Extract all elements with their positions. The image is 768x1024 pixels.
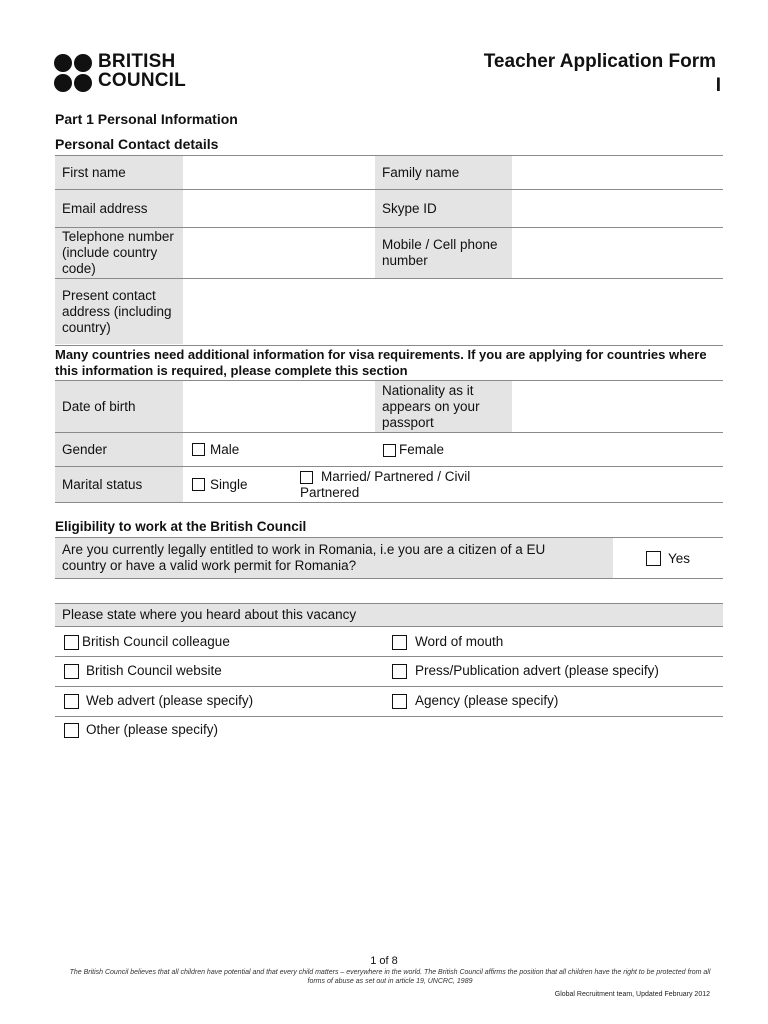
nationality-field[interactable] (512, 381, 723, 432)
footer-team-note: Global Recruitment team, Updated February 2012 (554, 991, 710, 998)
eligibility-heading: Eligibility to work at the British Council (55, 519, 307, 534)
first-name-field[interactable] (183, 156, 375, 189)
female-option-label: Female (399, 441, 445, 457)
email-label: Email address (55, 190, 183, 227)
text-cursor-mark: I (715, 75, 721, 96)
page-number: 1 of 8 (370, 955, 398, 967)
word-of-mouth-checkbox[interactable] (392, 635, 407, 650)
bc-website-checkbox[interactable] (64, 664, 79, 679)
table-rule (55, 686, 723, 687)
agency-checkbox[interactable] (392, 694, 407, 709)
single-option-label: Single (210, 476, 248, 492)
word-of-mouth-label: Word of mouth (415, 633, 504, 649)
vacancy-heading: Please state where you heard about this vacancy (55, 604, 723, 626)
press-advert-checkbox[interactable] (392, 664, 407, 679)
family-name-label: Family name (375, 156, 512, 189)
dob-label: Date of birth (55, 381, 183, 432)
table-rule (55, 578, 723, 579)
nationality-label: Nationality as it appears on your passport (375, 381, 512, 432)
gender-label: Gender (55, 433, 183, 466)
table-rule (55, 502, 723, 503)
address-label: Present contact address (including country) (55, 279, 183, 344)
skype-label: Skype ID (375, 190, 512, 227)
agency-label: Agency (please specify) (415, 692, 559, 708)
logo-dots-icon (54, 54, 94, 94)
telephone-label: Telephone number (include country code) (55, 228, 183, 278)
visa-notice: Many countries need additional information for visa requirements. If you are applying for countries where this information is required, please complete this section (55, 347, 707, 378)
table-rule (55, 626, 723, 627)
mobile-field[interactable] (512, 228, 723, 278)
table-rule (55, 345, 723, 346)
web-advert-label: Web advert (please specify) (86, 692, 254, 708)
eligibility-yes-checkbox[interactable] (646, 551, 661, 566)
contact-details-heading: Personal Contact details (55, 136, 219, 152)
bc-colleague-label: British Council colleague (82, 633, 230, 649)
single-checkbox[interactable] (192, 478, 205, 491)
bc-website-label: British Council website (86, 662, 222, 678)
other-checkbox[interactable] (64, 723, 79, 738)
logo-wordmark: BRITISH COUNCIL (98, 51, 186, 91)
family-name-field[interactable] (512, 156, 723, 189)
email-field[interactable] (183, 190, 375, 227)
child-protection-disclaimer: The British Council believes that all children have potential and that every child matters – everywhere in the world. The British Council affirms the position that all children have the right to be protected from all forms of abuse as set out in article 19, UNCRC, 1989 (69, 969, 711, 985)
first-name-label: First name (55, 156, 183, 189)
table-rule (55, 656, 723, 657)
other-label: Other (please specify) (86, 721, 219, 737)
eligibility-question: Are you currently legally entitled to work in Romania, i.e you are a citizen of a EU country or have a valid work permit for Romania? (55, 538, 613, 578)
female-checkbox[interactable] (383, 444, 396, 457)
telephone-field[interactable] (183, 228, 375, 278)
part1-heading: Part 1 Personal Information (55, 111, 238, 127)
british-council-logo (54, 52, 204, 94)
document-title: Teacher Application Form (483, 51, 716, 72)
male-option-label: Male (210, 441, 240, 457)
male-checkbox[interactable] (192, 443, 205, 456)
marital-status-label: Marital status (55, 467, 183, 502)
bc-colleague-checkbox[interactable] (64, 635, 79, 650)
married-option-label: Married/ Partnered / Civil Partnered (300, 469, 471, 500)
press-advert-label: Press/Publication advert (please specify) (415, 662, 659, 678)
mobile-label: Mobile / Cell phone number (375, 228, 512, 278)
skype-field[interactable] (512, 190, 723, 227)
address-field[interactable] (183, 279, 723, 344)
dob-field[interactable] (183, 381, 375, 432)
web-advert-checkbox[interactable] (64, 694, 79, 709)
eligibility-yes-label: Yes (668, 550, 691, 566)
table-rule (55, 716, 723, 717)
